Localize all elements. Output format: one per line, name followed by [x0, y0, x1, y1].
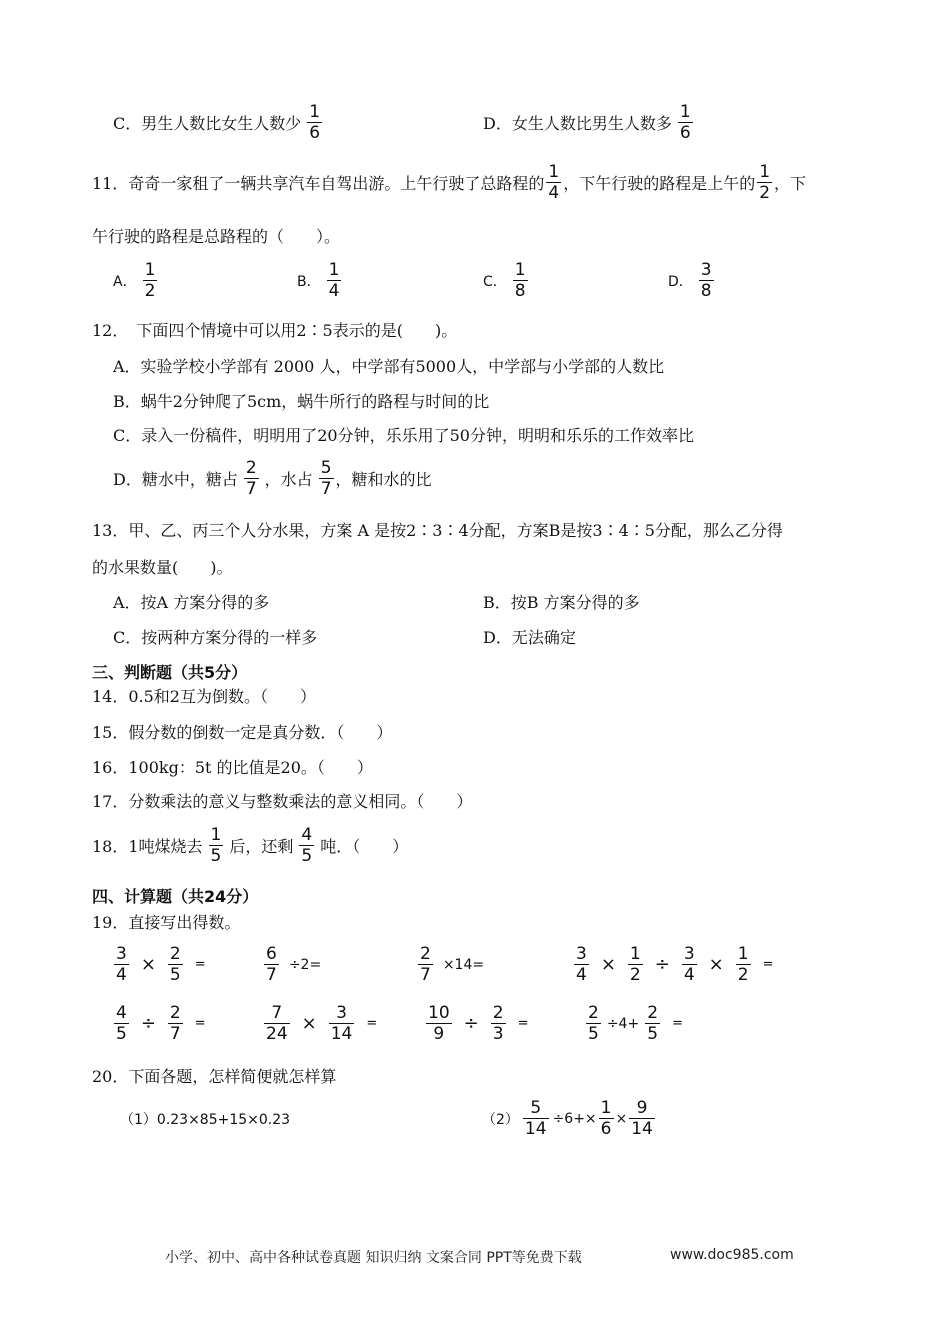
q11-option-d: D． $\frac{3}{8}$ [668, 260, 712, 301]
q11-option-a: A． $\frac{1}{2}$ [113, 260, 156, 301]
q16: 16．100kg：5t 的比值是20。（ ） [92, 758, 373, 777]
footer-url[interactable]: www.doc985.com [670, 1247, 794, 1263]
q13-option-b: B．按B 方案分得的多 [483, 593, 640, 612]
q19: 19．直接写出得数。 [92, 913, 241, 932]
q20: 20．下面各题，怎样简便就怎样算 [92, 1067, 337, 1086]
q18: 18．1吨煤烧去 $\frac{1}{5}$ 后，还剩 $\frac{4}{5}$ 吨．（ ） [92, 825, 409, 866]
q12-stem: 12． 下面四个情境中可以用2∶5表示的是( )。 [92, 321, 458, 340]
q17: 17．分数乘法的意义与整数乘法的意义相同。（ ） [92, 792, 473, 811]
calc-r1-e3: $\frac{2}{7}$ ×14= [420, 944, 485, 985]
q10-option-d: D．女生人数比男生人数多 $\frac{1}{6}$ [483, 102, 691, 143]
q10-option-c: C．男生人数比女生人数少 $\frac{1}{6}$ [113, 102, 321, 143]
q13-stem: 13．甲、乙、丙三个人分水果，方案 A 是按2∶3∶4分配，方案B是按3∶4∶5分配，那么乙分得 [92, 521, 783, 540]
q13-option-d: D．无法确定 [483, 628, 576, 647]
calc-r2-e2: $\frac{7}{24}$ × $\frac{3}{14}$ = [266, 1003, 378, 1044]
fraction: $\frac{1}{6}$ [309, 102, 321, 143]
q20-part-1: （1）0.23×85+15×0.23 [120, 1112, 291, 1128]
q12-option-b: B．蜗牛2分钟爬了5cm，蜗牛所行的路程与时间的比 [113, 392, 490, 411]
q11-option-b: B． $\frac{1}{4}$ [297, 260, 340, 301]
q13-option-a: A．按A 方案分得的多 [113, 593, 270, 612]
q13-stem-line2: 的水果数量( )。 [92, 558, 233, 577]
calc-r1-e2: $\frac{6}{7}$ ÷2= [266, 944, 322, 985]
calc-r2-e3: $\frac{10}{9}$ ÷ $\frac{2}{3}$ = [428, 1003, 529, 1044]
section-4-title: 四、计算题（共24分） [92, 887, 259, 906]
q13-option-c: C．按两种方案分得的一样多 [113, 628, 318, 647]
q20-part-2: （2） $\frac{5}{14}$ ÷6+× $\frac{1}{6}$ × $\frac{9}{14}$ [482, 1098, 653, 1139]
q11-option-c: C． $\frac{1}{8}$ [483, 260, 526, 301]
fraction: $\frac{1}{6}$ [679, 102, 691, 143]
footer-text: 小学、初中、高中各种试卷真题 知识归纳 文案合同 PPT等免费下载 [165, 1250, 582, 1266]
calc-r1-e1: $\frac{3}{4}$ × $\frac{2}{5}$ = [116, 944, 206, 985]
q12-option-a: A．实验学校小学部有 2000 人，中学部有5000人，中学部与小学部的人数比 [113, 357, 665, 376]
calc-r1-e4: $\frac{3}{4}$ × $\frac{1}{2}$ ÷ $\frac{3}{4}$ × $\frac{1}{2}$ = [576, 944, 774, 985]
calc-r2-e1: $\frac{4}{5}$ ÷ $\frac{2}{7}$ = [116, 1003, 206, 1044]
section-3-title: 三、判断题（共5分） [92, 663, 248, 682]
q11-stem-line2: 午行驶的路程是总路程的（ ）。 [92, 227, 341, 246]
q12-option-c: C．录入一份稿件，明明用了20分钟，乐乐用了50分钟，明明和乐乐的工作效率比 [113, 426, 694, 445]
q12-option-d: D．糖水中，糖占 $\frac{2}{7}$ ，水占 $\frac{5}{7}$ ，糖和水的比 [113, 458, 432, 499]
q15: 15．假分数的倒数一定是真分数．（ ） [92, 723, 393, 742]
q14: 14．0.5和2互为倒数。（ ） [92, 687, 316, 706]
q11-stem: 11．奇奇一家租了一辆共享汽车自驾出游。上午行驶了总路程的 $\frac{1}{4}$ ，下午行驶的路程是上午的 $\frac{1}{2}$ ，下 [92, 162, 807, 203]
calc-r2-e4: $\frac{2}{5}$ ÷4+ $\frac{2}{5}$ = [588, 1003, 683, 1044]
